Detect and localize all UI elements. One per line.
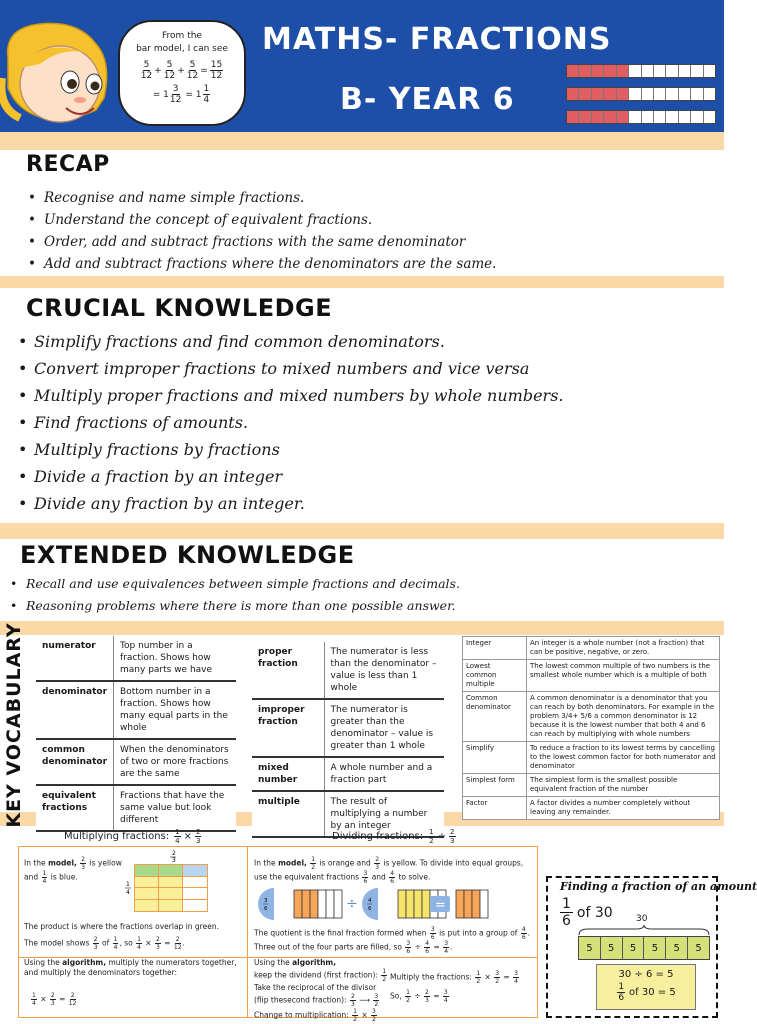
bubble-line1: From the [162, 31, 202, 41]
eq2-mid: = 1 [185, 89, 202, 100]
recap-heading: RECAP [26, 152, 110, 177]
amount-calc: 30 ÷ 6 = 5 [618, 969, 674, 980]
amount-bar-segment: 5 [666, 937, 688, 959]
vocab-term: mixed number [252, 757, 324, 791]
vocab-term: multiple [252, 791, 324, 837]
grid-cell [135, 888, 159, 900]
divide-bar-segment [456, 890, 464, 918]
vocab-row [463, 660, 720, 692]
vocab-term: Simplest form [463, 774, 527, 797]
divide-bar-segment [334, 890, 342, 918]
recap-item: • Add and subtract fractions where the denominators are the same. [28, 256, 496, 272]
svg-text:2: 2 [172, 850, 176, 857]
vocab-definition: The simplest form is the smallest possible equivalent fraction of the number [527, 774, 720, 797]
vocab-row [252, 642, 444, 699]
grid-cell [159, 877, 183, 889]
crucial-item: • Simplify fractions and find common denominators. [18, 332, 445, 351]
multiply-algorithm-eq: $\frac{1}{4}$ × $\frac{2}{3}$ = $\frac{2}{12}$ [32, 992, 77, 1007]
stripe-divider [0, 523, 724, 539]
vocab-term: numerator [36, 636, 114, 681]
divide-bar-segment [472, 890, 480, 918]
extended-item: • Reasoning problems where there is more than one possible answer. [10, 598, 456, 613]
page-title-line1: MATHS- FRACTIONS [262, 22, 612, 57]
amount-bar-segment: 5 [601, 937, 623, 959]
key-vocabulary-label [2, 622, 26, 828]
vocab-definition: A common denominator is a denominator that you can reach by both denominators. For example in the problem 3/4+ 5/6 a common denominator is 12 because it is the lowest number that both 4 and 6 can reach by multiplying with whole numbers [527, 692, 720, 742]
grid-cell [183, 865, 207, 877]
vocab-definition: The lowest common multiple of two numbers is the smallest whole number which is a multiple of both [527, 660, 720, 692]
amount-title: Finding a fraction of an amount [560, 880, 757, 893]
svg-text:3: 3 [172, 857, 176, 864]
divide-bar-segment [422, 890, 430, 918]
multiplying-heading: Multiplying fractions: $\frac{1}{4}$ × $\frac{2}{3}$ [64, 828, 201, 845]
amount-question: 1 6 of 30 [562, 896, 613, 929]
bar-model-row [566, 64, 716, 78]
vocab-term: Integer [463, 637, 527, 660]
eq2-frac1: $\frac{3}{12}$ [169, 84, 182, 105]
svg-text:=: = [435, 898, 446, 913]
divide-bar-segment [406, 890, 414, 918]
multiply-and-text: and $\frac{1}{4}$ is blue. [24, 870, 78, 885]
stripe-divider [0, 132, 724, 150]
crucial-item: • Divide any fraction by an integer. [18, 494, 305, 513]
vocab-definition: The numerator is greater than the denominator – value is greater than 1 whole [324, 699, 444, 757]
vocab-definition: A whole number and a fraction part [324, 757, 444, 791]
crucial-item: • Find fractions of amounts. [18, 413, 248, 432]
bubble-equation1: $\frac{5}{12}$ + $\frac{5}{12}$ + $\frac{5}{12}$ = $\frac{15}{12}$ [140, 60, 223, 81]
vocab-row [463, 797, 720, 820]
vocab-row [463, 637, 720, 660]
divide-bar-segment [318, 890, 326, 918]
recap-item: • Understand the concept of equivalent fractions. [28, 212, 372, 228]
divide-use-text: use the equivalent fractions $\frac{3}{6}$ and $\frac{4}{6}$ to solve. [254, 870, 431, 885]
bubble-line2: bar model, I can see [136, 44, 228, 54]
divide-bar-segment [464, 890, 472, 918]
divide-algorithm-text: Using the algorithm, keep the dividend (first fraction): $\frac{1}{2}$ Take the reciprocal of the divisor (flip thesecond fraction): $\frac{2}{3}$ ⟶ $\frac{3}{2}$ Change to multiplication: $\frac{1}{2}$ × $\frac{3}{2}$ [254, 958, 387, 1023]
amount-brace [578, 924, 710, 936]
grid-cell [159, 900, 183, 912]
vocab-definition: A factor divides a number completely without leaving any remainder. [527, 797, 720, 820]
grid-cell [183, 900, 207, 912]
grid-cell [159, 888, 183, 900]
page-title-line2: B- YEAR 6 [340, 82, 515, 117]
multiply-model-shows: The model shows $\frac{2}{3}$ of $\frac{1}{4}$ , so $\frac{1}{4}$ × $\frac{2}{3}$ = $\frac{2}{12}$ . [24, 936, 185, 951]
crucial-item: • Divide a fraction by an integer [18, 467, 282, 486]
amount-result: 1 6 of 30 = 5 [618, 982, 676, 1003]
vocab-term: equivalent fractions [36, 785, 114, 831]
amount-result-box [596, 964, 696, 1010]
grid-cell [135, 865, 159, 877]
header-banner [0, 0, 724, 132]
eq2-frac2: $\frac{1}{4}$ [203, 84, 210, 105]
grid-cell [159, 865, 183, 877]
vocab-term: improper fraction [252, 699, 324, 757]
vocab-definition: Fractions that have the same value but look different [114, 785, 236, 831]
crucial-item: • Multiply fractions by fractions [18, 440, 280, 459]
vocab-term: proper fraction [252, 642, 324, 699]
divide-multiply-text: Multiply the fractions: $\frac{1}{2}$ × $\frac{3}{2}$ = $\frac{3}{4}$ So, $\frac{1}{2}$ ÷ $\frac{2}{3}$ = $\frac{3}{4}$ [390, 970, 518, 1004]
key-vocabulary-text: KEY VOCABULARY [3, 622, 25, 828]
amount-total-label: 30 [636, 914, 648, 924]
vocab-definition: Top number in a fraction. Shows how many parts we have [114, 636, 236, 681]
svg-text:÷: ÷ [346, 896, 358, 912]
crucial-heading: CRUCIAL KNOWLEDGE [26, 294, 333, 322]
vocab-row [463, 742, 720, 774]
multiply-product-text: The product is where the fractions overlap in green. [24, 922, 219, 931]
extended-item: • Recall and use equivalences between simple fractions and decimals. [10, 576, 460, 591]
vocab-table-3 [462, 636, 720, 820]
vocab-definition: When the denominators of two or more fractions are the same [114, 739, 236, 785]
vocab-term: Factor [463, 797, 527, 820]
multiply-algorithm-text: Using the algorithm, multiply the numerators together, and multiply the denominators together: [24, 958, 237, 977]
recap-item: • Recognise and name simple fractions. [28, 190, 304, 206]
girl-illustration [0, 18, 130, 132]
svg-text:1: 1 [126, 881, 130, 888]
divide-bar-segment [326, 890, 334, 918]
amount-bar-segment: 5 [644, 937, 666, 959]
grid-cell [135, 900, 159, 912]
svg-text:6: 6 [368, 906, 372, 912]
bar-model-row [566, 87, 716, 101]
vocab-row [36, 636, 236, 681]
extended-heading: EXTENDED KNOWLEDGE [20, 541, 355, 569]
divide-bar-segment [302, 890, 310, 918]
divide-bar-segment [414, 890, 422, 918]
divide-bar-segment [480, 890, 488, 918]
vocab-definition: Bottom number in a fraction. Shows how many equal parts in the whole [114, 681, 236, 739]
vocab-term: denominator [36, 681, 114, 739]
amount-bar-segment: 5 [579, 937, 601, 959]
vocab-definition: The result of multiplying a number by an integer [324, 791, 444, 837]
vocab-term: Common denominator [463, 692, 527, 742]
divide-model-text: In the model, $\frac{1}{2}$ is orange and $\frac{2}{3}$ is yellow. To divide into equal groups, [254, 856, 524, 871]
vocab-definition: An integer is a whole number (not a fraction) that can be positive, negative, or zero. [527, 637, 720, 660]
divide-bar-segment [398, 890, 406, 918]
divide-bar-segment [294, 890, 302, 918]
amount-bar-model [578, 936, 710, 960]
eq2-prefix: = 1 [152, 89, 169, 100]
vocab-term: Lowest common multiple [463, 660, 527, 692]
svg-text:4: 4 [126, 889, 130, 896]
vocab-row [36, 785, 236, 831]
speech-bubble [118, 20, 246, 126]
grid-cell [135, 877, 159, 889]
grid-cell [183, 888, 207, 900]
vocab-table-2 [252, 642, 444, 838]
amount-bar-segment: 5 [623, 937, 645, 959]
svg-text:4: 4 [368, 898, 372, 904]
vocab-definition: The numerator is less than the denominator – value is less than 1 whole [324, 642, 444, 699]
vocab-definition: To reduce a fraction to its lowest terms by cancelling to the lowest common factor for both numerator and denominator [527, 742, 720, 774]
multiply-grid [134, 864, 208, 912]
divide-quotient-text: The quotient is the final fraction formed when $\frac{3}{6}$ is put into a group of $\frac{4}{6}$ . [254, 926, 531, 941]
divide-three-text: Three out of the four parts are filled, so $\frac{3}{6}$ ÷ $\frac{4}{6}$ = $\frac{3}{4}$ . [254, 940, 453, 955]
vocab-table-1 [36, 636, 236, 832]
recap-item: • Order, add and subtract fractions with the same denominator [28, 234, 465, 250]
divide-bar-segment [310, 890, 318, 918]
crucial-item: • Multiply proper fractions and mixed numbers by whole numbers. [18, 386, 563, 405]
vocab-row [36, 739, 236, 785]
divide-bar-model [256, 884, 492, 924]
bubble-equation2 [126, 84, 238, 105]
amount-bar-segment: 5 [688, 937, 709, 959]
vocab-term: common denominator [36, 739, 114, 785]
stripe-divider [0, 276, 724, 288]
vocab-row [463, 774, 720, 797]
vocab-row [252, 757, 444, 791]
vocab-row [463, 692, 720, 742]
multiply-model-text: In the model, $\frac{2}{3}$ is yellow [24, 856, 122, 871]
bar-model [566, 64, 716, 133]
bar-model-row [566, 110, 716, 124]
crucial-item: • Convert improper fractions to mixed numbers and vice versa [18, 359, 529, 378]
vocab-row [252, 699, 444, 757]
grid-cell [183, 877, 207, 889]
dividing-heading: Dividing fractions: $\frac{1}{2}$ ÷ $\frac{2}{3}$ [332, 828, 455, 845]
vocab-term: Simplify [463, 742, 527, 774]
svg-text:6: 6 [264, 906, 268, 912]
svg-text:3: 3 [264, 898, 268, 904]
stripe-divider [0, 621, 724, 635]
vocab-row [36, 681, 236, 739]
